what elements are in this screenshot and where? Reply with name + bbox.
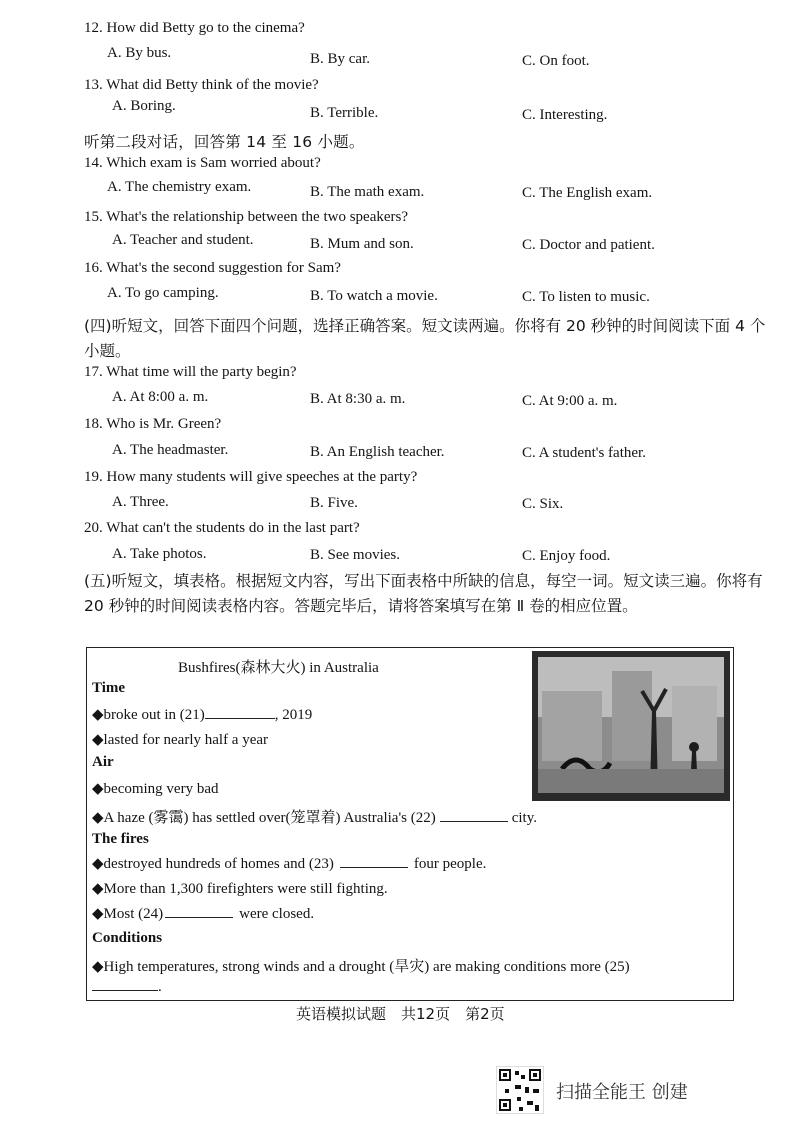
q14-option-c: C. The English exam. bbox=[522, 185, 653, 201]
q14-option-a: A. The chemistry exam. bbox=[107, 179, 252, 195]
fires-line-2: ◆More than 1,300 firefighters were still fighting. bbox=[92, 881, 388, 897]
page-footer: 英语模拟试题 共12页 第2页 bbox=[296, 1005, 505, 1023]
q19-option-b: B. Five. bbox=[310, 495, 358, 511]
q17-option-b: B. At 8:30 a. m. bbox=[310, 391, 406, 407]
scanner-brand: 扫描全能王 创建 bbox=[556, 1082, 688, 1103]
air-line-2-post: city. bbox=[511, 810, 538, 826]
heading-time: Time bbox=[92, 680, 126, 696]
table-title: Bushfires(森林大火) in Australia bbox=[178, 660, 379, 676]
q13-option-c: C. Interesting. bbox=[522, 107, 608, 123]
air-line-2 bbox=[92, 806, 537, 827]
question-13: 13. What did Betty think of the movie? bbox=[84, 77, 319, 93]
q12-option-c: C. On foot. bbox=[522, 53, 590, 69]
q16-option-c: C. To listen to music. bbox=[522, 289, 650, 305]
q13-option-b: B. Terrible. bbox=[310, 105, 379, 121]
q12-option-a: A. By bus. bbox=[107, 45, 172, 61]
q14-option-b: B. The math exam. bbox=[310, 184, 425, 200]
blank-24[interactable] bbox=[165, 917, 233, 918]
question-17: 17. What time will the party begin? bbox=[84, 364, 297, 380]
blank-23[interactable] bbox=[340, 867, 408, 868]
heading-air: Air bbox=[92, 754, 114, 770]
instruction-dialogue-2: 听第二段对话，回答第 14 至 16 小题。 bbox=[84, 133, 365, 151]
q17-option-c: C. At 9:00 a. m. bbox=[522, 393, 618, 409]
time-line-1-post: , 2019 bbox=[274, 707, 313, 723]
fires-line-3-pre: ◆Most (24) bbox=[92, 906, 164, 922]
q15-option-b: B. Mum and son. bbox=[310, 236, 414, 252]
time-line-1 bbox=[92, 705, 312, 724]
qr-code bbox=[496, 1066, 544, 1114]
conditions-line-2-post: . bbox=[158, 979, 162, 995]
blank-21[interactable] bbox=[205, 718, 275, 719]
blank-22[interactable] bbox=[440, 821, 508, 822]
qr-code-icon bbox=[497, 1067, 543, 1113]
heading-fires: The fires bbox=[92, 831, 149, 847]
q20-option-c: C. Enjoy food. bbox=[522, 548, 611, 564]
question-19: 19. How many students will give speeches at the party? bbox=[84, 469, 418, 485]
conditions-line-2 bbox=[92, 979, 162, 996]
q15-option-c: C. Doctor and patient. bbox=[522, 237, 655, 253]
question-16: 16. What's the second suggestion for Sam? bbox=[84, 260, 341, 276]
q20-option-b: B. See movies. bbox=[310, 547, 400, 563]
conditions-line-1: ◆High temperatures, strong winds and a drought (旱灾) are making conditions more (25) bbox=[92, 959, 630, 975]
time-line-2: ◆lasted for nearly half a year bbox=[92, 732, 269, 748]
heading-conditions: Conditions bbox=[92, 930, 163, 946]
air-line-1: ◆becoming very bad bbox=[92, 781, 219, 797]
air-line-2-pre: ◆A haze (雾霭) has settled over(笼罩着) Australia's (22) bbox=[92, 810, 436, 826]
q18-option-c: C. A student's father. bbox=[522, 445, 646, 461]
q15-option-a: A. Teacher and student. bbox=[112, 232, 254, 248]
fires-line-3-post: were closed. bbox=[239, 906, 315, 922]
q17-option-a: A. At 8:00 a. m. bbox=[112, 389, 209, 405]
fires-line-1-post: four people. bbox=[413, 856, 487, 872]
q13-option-a: A. Boring. bbox=[112, 98, 176, 114]
q18-option-b: B. An English teacher. bbox=[310, 444, 445, 460]
q16-option-b: B. To watch a movie. bbox=[310, 288, 438, 304]
bushfire-photo bbox=[532, 651, 730, 801]
q12-option-b: B. By car. bbox=[310, 51, 370, 67]
fires-line-1 bbox=[92, 854, 486, 873]
q19-option-a: A. Three. bbox=[112, 494, 169, 510]
q16-option-a: A. To go camping. bbox=[107, 285, 219, 301]
question-12: 12. How did Betty go to the cinema? bbox=[84, 20, 305, 36]
time-line-1-pre: ◆broke out in (21) bbox=[92, 707, 205, 723]
fires-line-1-pre: ◆destroyed hundreds of homes and (23) bbox=[92, 856, 334, 872]
question-20: 20. What can't the students do in the last part? bbox=[84, 520, 360, 536]
instruction-section-5: (五)听短文，填表格。根据短文内容，写出下面表格中所缺的信息，每空一词。短文读三遍。你将有 20 秒钟的时间阅读表格内容。答题完毕后，请将答案填写在第 Ⅱ 卷的相应位置。 bbox=[84, 572, 763, 615]
question-15: 15. What's the relationship between the two speakers? bbox=[84, 209, 408, 225]
bushfire-photo-image bbox=[532, 651, 730, 801]
instruction-section-4: (四)听短文，回答下面四个问题，选择正确答案。短文读两遍。你将有 20 秒钟的时间阅读下面 4 个小题。 bbox=[84, 317, 766, 360]
q18-option-a: A. The headmaster. bbox=[112, 442, 229, 458]
blank-25[interactable] bbox=[92, 990, 158, 991]
question-18: 18. Who is Mr. Green? bbox=[84, 416, 222, 432]
q20-option-a: A. Take photos. bbox=[112, 546, 207, 562]
q19-option-c: C. Six. bbox=[522, 496, 564, 512]
fires-line-3 bbox=[92, 904, 314, 923]
question-14: 14. Which exam is Sam worried about? bbox=[84, 155, 321, 171]
